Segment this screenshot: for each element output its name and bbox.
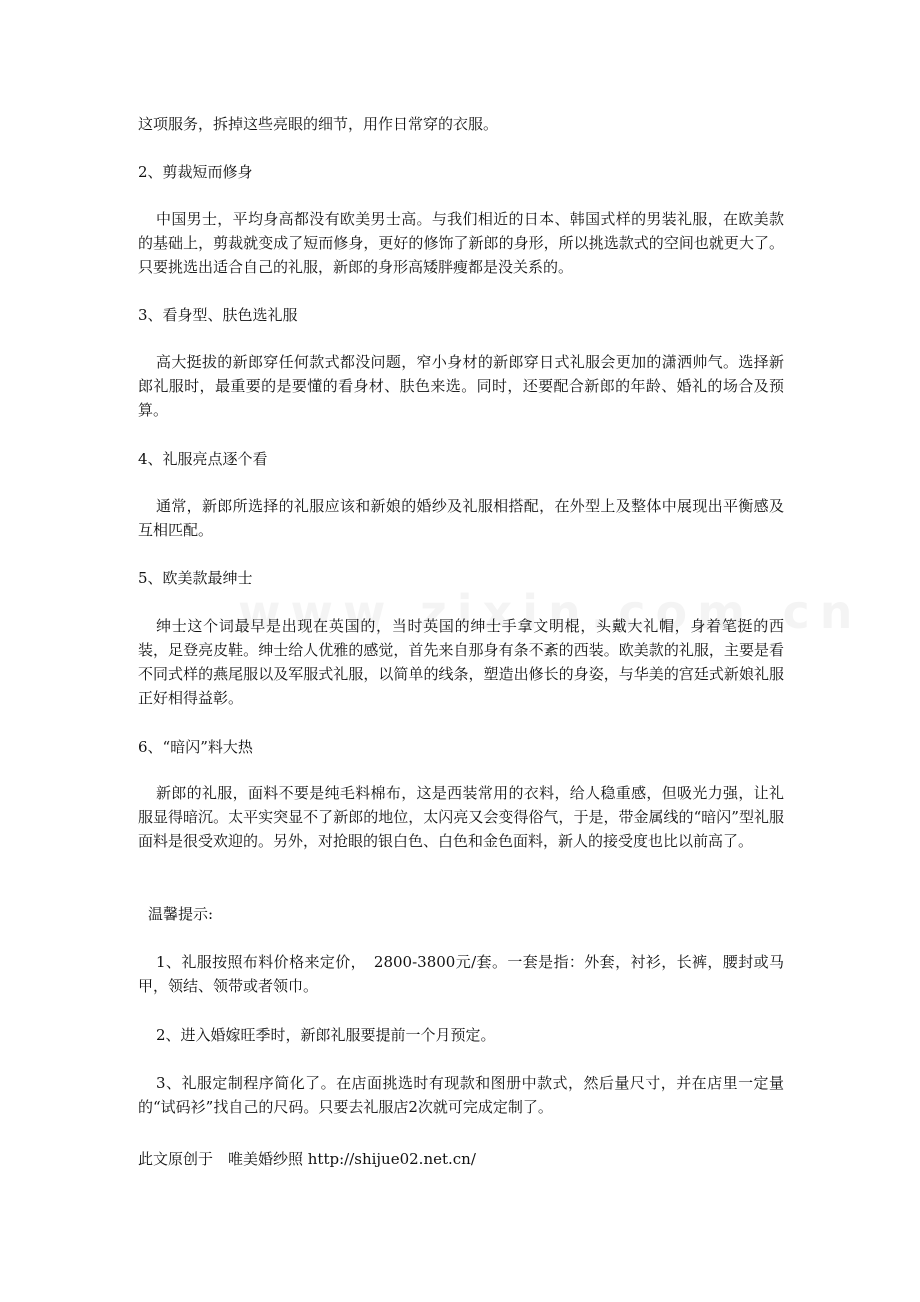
section-body-5: 绅士这个词最早是出现在英国的，当时英国的绅士手拿文明棍，头戴大礼帽，身着笔挺的西装，足登亮皮鞋。绅士给人优雅的感觉，首先来自那身有条不紊的西装。欧美款的礼服，主要是看不同式样的燕尾服以及军服式礼服，以简单的线条，塑造出修长的身姿，与华美的宫廷式新娘礼服正好相得益彰。 (138, 617, 784, 707)
section-body-6: 新郎的礼服，面料不要是纯毛料棉布，这是西装常用的衣料，给人稳重感，但吸光力强，让礼服显得暗沉。太平实突显不了新郎的地位，太闪亮又会变得俗气，于是，带金属线的“暗闪”型礼服面料是很受欢迎的。另外，对抢眼的银白色、白色和金色面料，新人的接受度也比以前高了。 (138, 784, 784, 850)
section-heading-3: 3、看身型、肤色选礼服 (138, 306, 298, 324)
tip-item-2: 2、进入婚嫁旺季时，新郎礼服要提前一个月预定。 (156, 1026, 496, 1044)
intro-line: 这项服务，拆掉这些亮眼的细节，用作日常穿的衣服。 (138, 115, 499, 133)
footer-source: 此文原创于 唯美婚纱照 http://shijue02.net.cn/ (138, 1150, 476, 1168)
section-heading-5: 5、欧美款最绅士 (138, 569, 253, 587)
section-body-2: 中国男士，平均身高都没有欧美男士高。与我们相近的日本、韩国式样的男装礼服，在欧美款的基础上，剪裁就变成了短而修身，更好的修饰了新郎的身形，所以挑选款式的空间也就更大了。只要挑选出适合自己的礼服，新郎的身形高矮胖瘦都是没关系的。 (138, 210, 784, 276)
section-heading-6: 6、“暗闪”料大热 (138, 738, 253, 756)
section-heading-2: 2、剪裁短而修身 (138, 163, 253, 181)
tip-item-1: 1、礼服按照布料价格来定价， 2800-3800元/套。一套是指：外套，衬衫，长裤，腰封或马甲，领结、领带或者领巾。 (138, 953, 784, 995)
tips-title: 温馨提示: (148, 905, 214, 923)
section-heading-4: 4、礼服亮点逐个看 (138, 450, 268, 468)
section-body-4: 通常，新郎所选择的礼服应该和新娘的婚纱及礼服相搭配，在外型上及整体中展现出平衡感及互相匹配。 (138, 497, 784, 539)
section-body-3: 高大挺拔的新郎穿任何款式都没问题，窄小身材的新郎穿日式礼服会更加的潇洒帅气。选择新郎礼服时，最重要的是要懂的看身材、肤色来选。同时，还要配合新郎的年龄、婚礼的场合及预算。 (138, 353, 784, 419)
tip-item-3: 3、礼服定制程序简化了。在店面挑选时有现款和图册中款式，然后量尺寸，并在店里一定量的“试码衫”找自己的尺码。只要去礼服店2次就可完成定制了。 (138, 1074, 784, 1116)
